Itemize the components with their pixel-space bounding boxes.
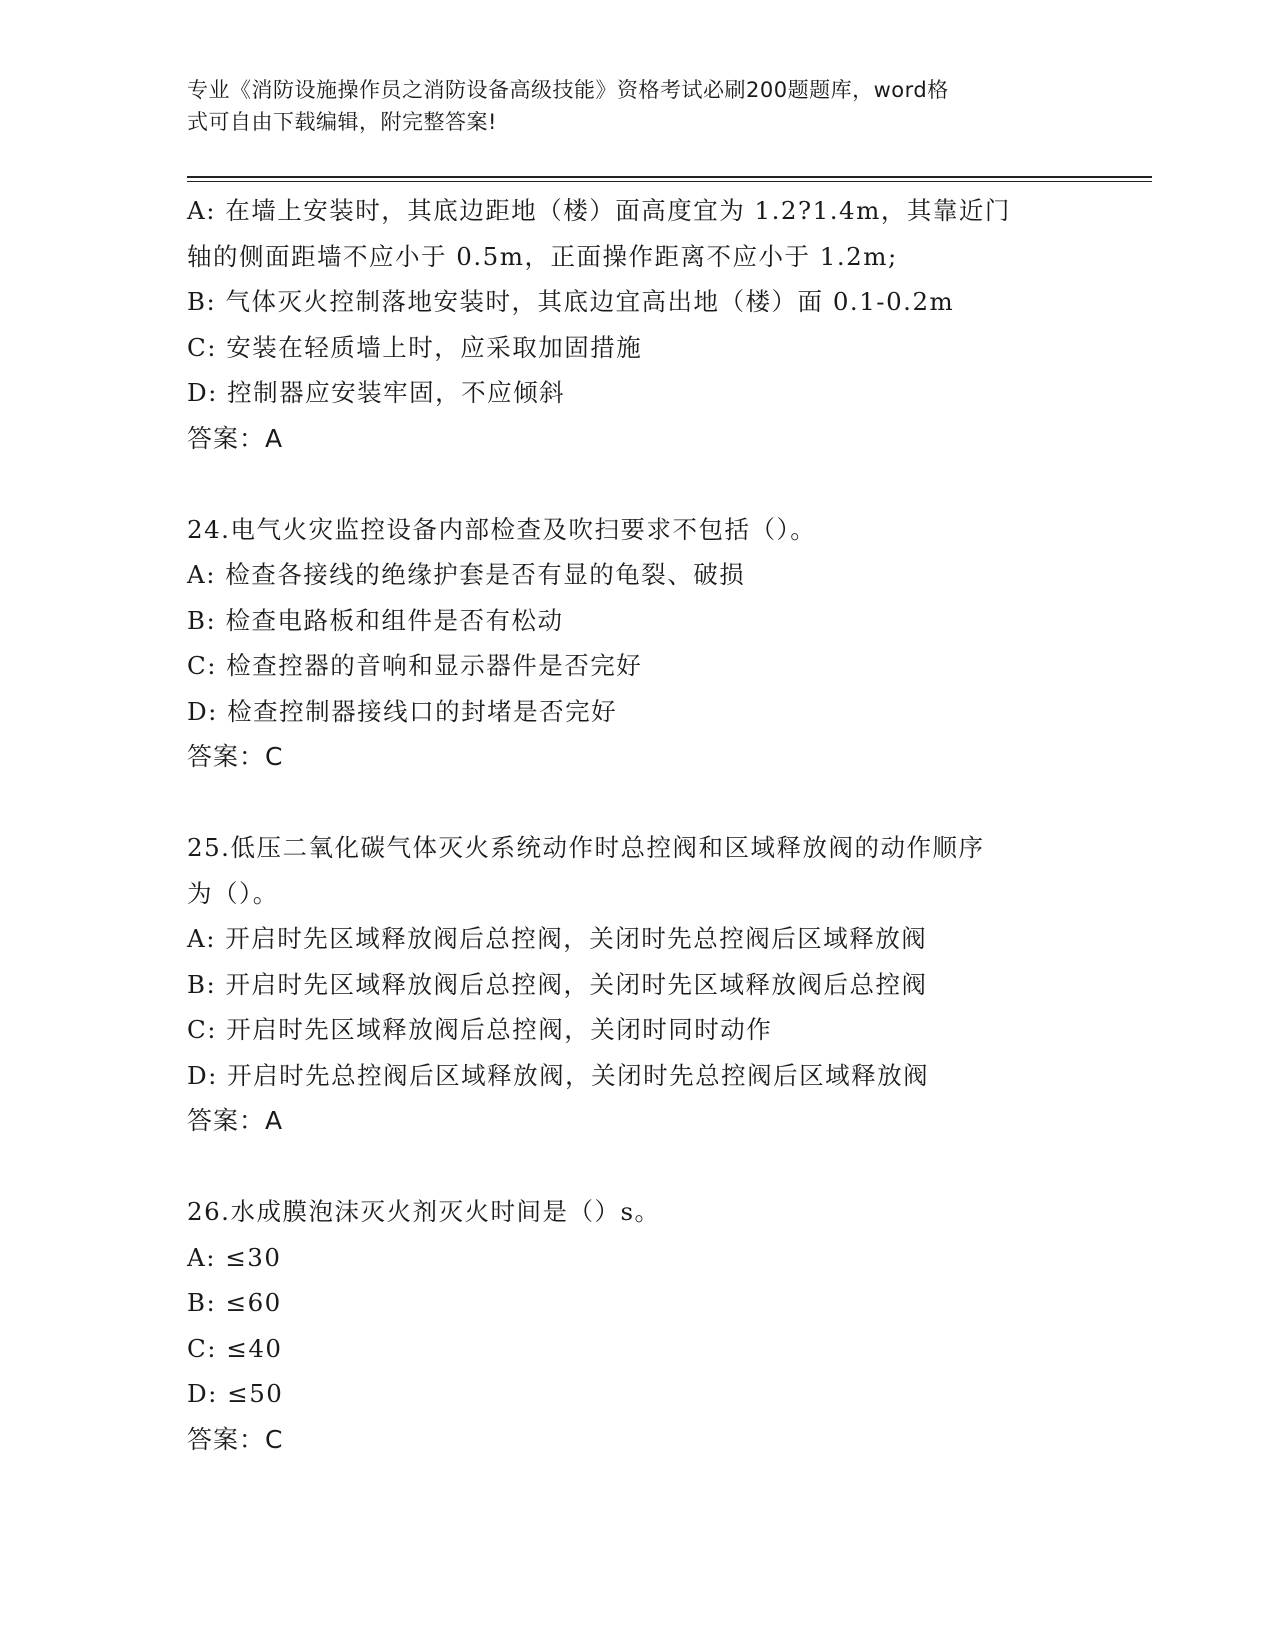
question-list	[187, 188, 1087, 1462]
header-divider-thick	[187, 176, 1152, 178]
option-a: A: ≤30	[187, 1242, 282, 1272]
spacer	[187, 780, 1087, 826]
spacer	[187, 1144, 1087, 1190]
option-a-line-2: 轴的侧面距墙不应小于 0.5m，正面操作距离不应小于 1.2m;	[187, 241, 898, 271]
answer: 答案：C	[187, 742, 284, 771]
option-b: B: 气体灭火控制落地安装时，其底边宜高出地（楼）面 0.1-0.2m	[187, 287, 955, 316]
option-c: C: 开启时先区域释放阀后总控阀，关闭时同时动作	[187, 1015, 773, 1044]
question-23	[187, 188, 1087, 461]
option-a-line-1: A: 在墙上安装时，其底边距地（楼）面高度宜为 1.2?1.4m，其靠近门	[187, 196, 1011, 225]
option-d: D: 开启时先总控阀后区域释放阀，关闭时先总控阀后区域释放阀	[187, 1060, 930, 1090]
question-text: 26.水成膜泡沫灭火剂灭火时间是（）s。	[187, 1197, 661, 1226]
option-c: C: 安装在轻质墙上时，应采取加固措施	[187, 332, 643, 362]
option-b: B: ≤60	[187, 1288, 282, 1317]
answer: 答案：C	[187, 1424, 284, 1454]
document-header	[187, 74, 1067, 138]
option-d: D: 控制器应安装牢固，不应倾斜	[187, 378, 566, 407]
header-line-1: 专业《消防设施操作员之消防设备高级技能》资格考试必刷200题题库，word格	[187, 78, 949, 102]
option-a: A: 检查各接线的绝缘护套是否有显的龟裂、破损	[187, 560, 746, 589]
header-divider-thin	[187, 181, 1152, 182]
option-c: C: ≤40	[187, 1333, 283, 1363]
answer: 答案：A	[187, 1106, 284, 1135]
question-text-line-2: 为（）。	[187, 878, 279, 908]
option-c: C: 检查控器的音响和显示器件是否完好	[187, 651, 643, 680]
question-24	[187, 507, 1087, 780]
spacer	[187, 461, 1087, 507]
option-b: B: 检查电路板和组件是否有松动	[187, 605, 564, 635]
header-line-2: 式可自由下载编辑，附完整答案!	[187, 110, 497, 134]
question-text: 24.电气火灾监控设备内部检查及吹扫要求不包括（）。	[187, 514, 817, 544]
option-d: D: 检查控制器接线口的封堵是否完好	[187, 696, 618, 726]
question-text-line-1: 25.低压二氧化碳气体灭火系统动作时总控阀和区域释放阀的动作顺序	[187, 833, 985, 862]
question-25	[187, 825, 1087, 1144]
answer: 答案：A	[187, 423, 284, 453]
option-b: B: 开启时先区域释放阀后总控阀，关闭时先区域释放阀后总控阀	[187, 969, 928, 999]
option-a: A: 开启时先区域释放阀后总控阀，关闭时先总控阀后区域释放阀	[187, 924, 928, 953]
question-26	[187, 1189, 1087, 1462]
option-d: D: ≤50	[187, 1379, 284, 1408]
